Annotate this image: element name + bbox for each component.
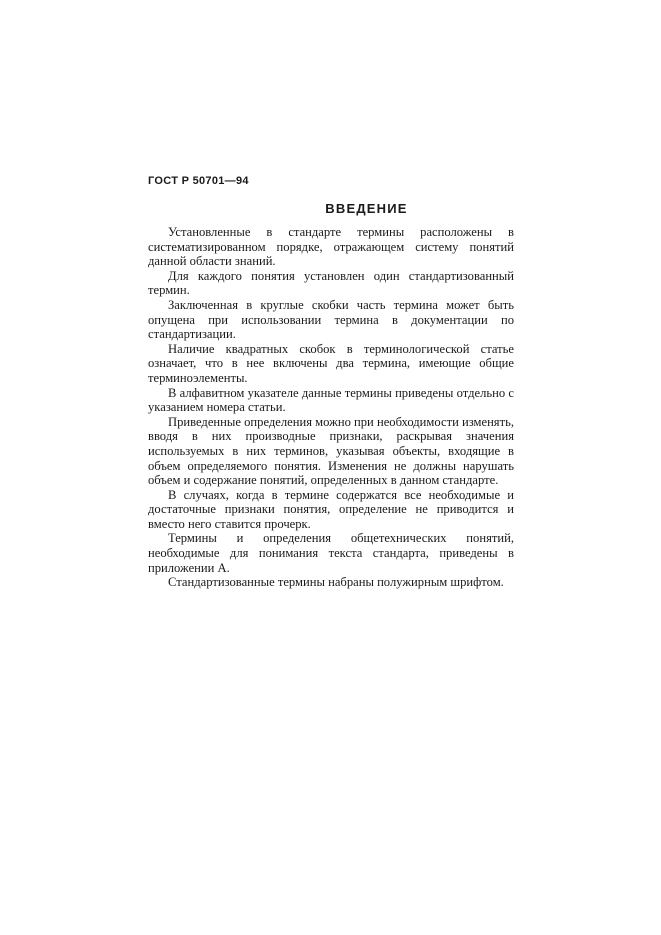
paragraph: Для каждого понятия установлен один стандартизованный термин. bbox=[148, 268, 514, 298]
paragraph: Наличие квадратных скобок в терминологической статье означает, что в нее включены два термина, имеющие общие терминоэлементы. bbox=[148, 341, 514, 385]
paragraph: Стандартизованные термины набраны полужирным шрифтом. bbox=[168, 575, 504, 590]
paragraph: В алфавитном указателе данные термины приведены отдельно с указанием номера статьи. bbox=[148, 385, 514, 415]
paragraph: Приведенные определения можно при необходимости изменять, вводя в них производные признаки, раскрывая значения используемых в них терминов, указывая объекты, входящие в объем определяемого понятия. Изменения не должны нарушать объем и содержание понятий, определенных в данном стандарте. bbox=[148, 414, 514, 488]
paragraph: Установленные в стандарте термины расположены в систематизированном порядке, отражающем систему понятий данной области знаний. bbox=[148, 225, 514, 269]
paragraph: Заключенная в круглые скобки часть термина может быть опущена при использовании термина в документации по стандартизации. bbox=[148, 297, 514, 342]
section-title: ВВЕДЕНИЕ bbox=[325, 201, 408, 216]
paragraph: Термины и определения общетехнических понятий, необходимые для понимания текста стандарта, приведены в приложении А. bbox=[148, 531, 514, 575]
standard-id-header: ГОСТ Р 50701—94 bbox=[148, 175, 249, 187]
introduction-text bbox=[148, 225, 514, 590]
paragraph: В случаях, когда в термине содержатся все необходимые и достаточные признаки понятия, определение не приводится и вместо него ставится прочерк. bbox=[148, 487, 514, 531]
